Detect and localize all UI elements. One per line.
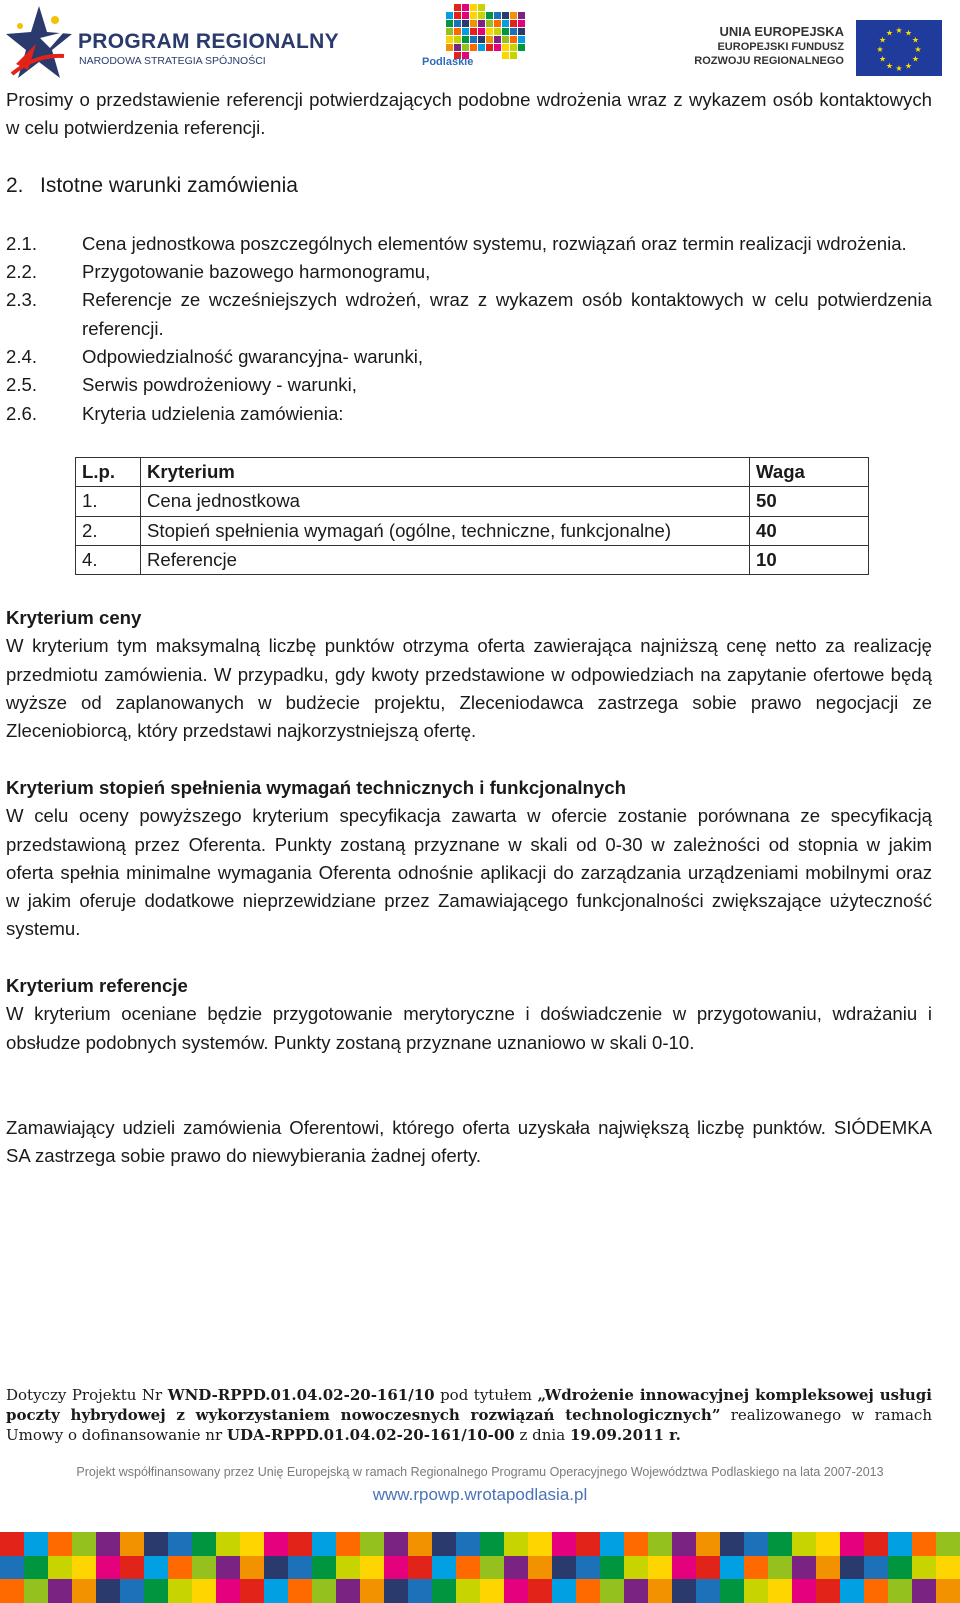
mosaic-tile xyxy=(912,1532,936,1556)
cell-criterion: Referencje xyxy=(141,545,750,574)
table-row xyxy=(76,516,869,545)
mosaic-tile xyxy=(360,1579,384,1603)
mosaic-tile xyxy=(144,1579,168,1603)
podlaskie-label: Podlaskie xyxy=(422,56,474,68)
eu-star-icon: ★ xyxy=(914,45,922,54)
eu-star-icon: ★ xyxy=(895,26,903,35)
mosaic-tile xyxy=(528,1579,552,1603)
mosaic-tile xyxy=(864,1579,888,1603)
mosaic-tile xyxy=(72,1579,96,1603)
mosaic-tile xyxy=(312,1579,336,1603)
mosaic-tile xyxy=(462,28,469,35)
list-item-number: 2.3. xyxy=(6,289,38,311)
mosaic-tile xyxy=(888,1556,912,1580)
mosaic-tile xyxy=(518,36,525,43)
mosaic-tile xyxy=(672,1532,696,1556)
table-row xyxy=(76,487,869,516)
mosaic-tile xyxy=(336,1579,360,1603)
mosaic-tile xyxy=(696,1532,720,1556)
eu-star-icon: ★ xyxy=(904,61,913,71)
mosaic-tile xyxy=(478,44,485,51)
list-item-text: Referencje ze wcześniejszych wdrożeń, wraz z wykazem osób kontaktowych w celu potwierdzenia referencji. xyxy=(82,289,932,339)
mosaic-tile xyxy=(502,12,509,19)
mosaic-tile xyxy=(552,1579,576,1603)
list-item-number: 2.4. xyxy=(6,346,38,368)
mosaic-tile xyxy=(168,1532,192,1556)
eu-line-2: EUROPEJSKI FUNDUSZ xyxy=(717,41,844,53)
mosaic-tile xyxy=(486,12,493,19)
mosaic-tile xyxy=(792,1556,816,1580)
eu-star-icon: ★ xyxy=(878,35,887,45)
mosaic-tile xyxy=(384,1532,408,1556)
mosaic-tile xyxy=(768,1556,792,1580)
mosaic-tile xyxy=(446,36,453,43)
mosaic-tile xyxy=(432,1556,456,1580)
eu-star-icon: ★ xyxy=(911,35,920,45)
list-item xyxy=(6,258,932,286)
mosaic-tile xyxy=(504,1556,528,1580)
bison-mosaic-icon xyxy=(438,4,538,60)
footer-text-2: pod tytułem xyxy=(434,1386,538,1404)
list-item-number: 2.2. xyxy=(6,261,38,283)
section-heading xyxy=(6,172,932,200)
mosaic-tile xyxy=(792,1532,816,1556)
mosaic-tile xyxy=(462,36,469,43)
criterion-ref-title: Kryterium referencje xyxy=(6,975,188,997)
program-regionalny-logo xyxy=(6,4,339,82)
mosaic-tile xyxy=(744,1556,768,1580)
mosaic-tile xyxy=(432,1532,456,1556)
mosaic-tile xyxy=(888,1579,912,1603)
mosaic-tile xyxy=(264,1532,288,1556)
mosaic-tile xyxy=(72,1556,96,1580)
mosaic-tile xyxy=(624,1579,648,1603)
mosaic-tile xyxy=(408,1579,432,1603)
mosaic-tile xyxy=(494,44,501,51)
mosaic-tile xyxy=(672,1556,696,1580)
mosaic-tile xyxy=(384,1556,408,1580)
mosaic-tile xyxy=(216,1556,240,1580)
mosaic-tile xyxy=(0,1579,24,1603)
mosaic-tile xyxy=(470,20,477,27)
criterion-ref-text: W kryterium oceniane będzie przygotowanie merytoryczne i doświadczenie w przygotowaniu, wdrażaniu i obsłudze podobnych systemów. Punkty zostaną przyznane uznaniowo w skali 0-10. xyxy=(6,1003,932,1053)
list-item-number: 2.5. xyxy=(6,374,38,396)
mosaic-tile xyxy=(456,1556,480,1580)
cell-weight: 10 xyxy=(750,545,869,574)
mosaic-tile xyxy=(648,1532,672,1556)
eu-star-icon: ★ xyxy=(885,28,894,38)
mosaic-tile xyxy=(494,28,501,35)
mosaic-tile xyxy=(672,1579,696,1603)
mosaic-tile xyxy=(144,1532,168,1556)
mosaic-tile xyxy=(502,44,509,51)
website-link[interactable]: www.rpowp.wrotapodlasia.pl xyxy=(372,1485,588,1504)
mosaic-tile xyxy=(408,1532,432,1556)
mosaic-tile xyxy=(120,1556,144,1580)
header-weight: Waga xyxy=(750,457,869,486)
mosaic-tile xyxy=(120,1579,144,1603)
cofinancing-note: Projekt współfinansowany przez Unię Europejską w ramach Regionalnego Programu Operacyjnego Województwa Podlaskiego na lata 2007-2013 xyxy=(76,1465,884,1479)
mosaic-tile xyxy=(192,1532,216,1556)
mosaic-tile xyxy=(462,44,469,51)
mosaic-tile xyxy=(288,1532,312,1556)
mosaic-tile xyxy=(192,1579,216,1603)
criterion-price-title: Kryterium ceny xyxy=(6,607,142,629)
mosaic-tile xyxy=(816,1556,840,1580)
program-logo-title: PROGRAM REGIONALNY xyxy=(78,30,339,53)
mosaic-tile xyxy=(576,1532,600,1556)
mosaic-tile xyxy=(462,4,469,11)
mosaic-tile xyxy=(936,1532,960,1556)
mosaic-tile xyxy=(936,1579,960,1603)
mosaic-tile xyxy=(510,44,517,51)
mosaic-tile xyxy=(648,1556,672,1580)
mosaic-tile xyxy=(312,1532,336,1556)
cell-criterion: Stopień spełnienia wymagań (ogólne, techniczne, funkcjonalne) xyxy=(141,516,750,545)
criterion-ref-block xyxy=(6,972,932,1057)
eu-line-1: UNIA EUROPEJSKA xyxy=(719,24,844,39)
mosaic-tile xyxy=(936,1556,960,1580)
mosaic-tile xyxy=(494,36,501,43)
star-logo-icon xyxy=(6,4,72,82)
spacer xyxy=(6,1085,932,1113)
mosaic-tile xyxy=(504,1532,528,1556)
mosaic-tile xyxy=(552,1556,576,1580)
footer-text-3: realizowanego w ramach Umowy o dofinansowanie nr xyxy=(6,1406,932,1444)
mosaic-tile xyxy=(624,1556,648,1580)
mosaic-tile xyxy=(24,1579,48,1603)
mosaic-tile xyxy=(486,36,493,43)
list-item xyxy=(6,371,932,399)
mosaic-tile xyxy=(454,4,461,11)
conditions-list xyxy=(6,230,932,428)
mosaic-tile xyxy=(446,12,453,19)
decorative-mosaic-bar xyxy=(0,1532,960,1603)
mosaic-tile xyxy=(510,12,517,19)
mosaic-tile xyxy=(494,20,501,27)
mosaic-tile xyxy=(470,12,477,19)
mosaic-tile xyxy=(510,28,517,35)
eu-star-icon: ★ xyxy=(885,61,894,71)
mosaic-tile xyxy=(240,1532,264,1556)
list-item-text: Cena jednostkowa poszczególnych elementów systemu, rozwiązań oraz termin realizacji wdrożenia. xyxy=(82,232,907,254)
mosaic-tile xyxy=(768,1579,792,1603)
mosaic-tile xyxy=(494,12,501,19)
eu-star-icon: ★ xyxy=(895,64,903,73)
mosaic-tile xyxy=(768,1532,792,1556)
document-body xyxy=(6,86,932,1170)
mosaic-tile xyxy=(312,1556,336,1580)
mosaic-tile xyxy=(96,1532,120,1556)
mosaic-tile xyxy=(462,20,469,27)
mosaic-tile xyxy=(518,28,525,35)
list-item-text: Serwis powdrożeniowy - warunki, xyxy=(82,374,357,396)
mosaic-tile xyxy=(528,1532,552,1556)
mosaic-tile xyxy=(288,1556,312,1580)
mosaic-tile xyxy=(360,1532,384,1556)
mosaic-tile xyxy=(168,1556,192,1580)
mosaic-tile xyxy=(840,1556,864,1580)
mosaic-tile xyxy=(720,1532,744,1556)
page-header xyxy=(0,0,960,88)
mosaic-tile xyxy=(576,1579,600,1603)
list-item-text: Kryteria udzielenia zamówienia: xyxy=(82,402,344,424)
list-item-number: 2.1. xyxy=(6,232,38,254)
mosaic-tile xyxy=(502,36,509,43)
cell-lp: 4. xyxy=(76,545,141,574)
mosaic-tile xyxy=(384,1579,408,1603)
header-lp: L.p. xyxy=(76,457,141,486)
mosaic-tile xyxy=(510,20,517,27)
mosaic-tile xyxy=(744,1579,768,1603)
mosaic-tile xyxy=(518,12,525,19)
mosaic-tile xyxy=(456,1532,480,1556)
mosaic-tile xyxy=(486,20,493,27)
mosaic-tile xyxy=(912,1579,936,1603)
mosaic-tile xyxy=(470,28,477,35)
mosaic-tile xyxy=(240,1579,264,1603)
mosaic-tile xyxy=(216,1532,240,1556)
section-title: Istotne warunki zamówienia xyxy=(40,173,298,197)
mosaic-tile xyxy=(446,28,453,35)
mosaic-tile xyxy=(478,28,485,35)
mosaic-tile xyxy=(240,1556,264,1580)
mosaic-tile xyxy=(120,1532,144,1556)
program-logo-subtitle: NARODOWA STRATEGIA SPÓJNOŚCI xyxy=(79,55,266,67)
mosaic-tile xyxy=(864,1556,888,1580)
mosaic-tile xyxy=(478,12,485,19)
closing-paragraph: Zamawiający udzieli zamówienia Oferentowi, którego oferta uzyskała największą liczbę punktów. SIÓDEMKA SA zastrzega sobie prawo do niewybierania żadnej oferty. xyxy=(6,1116,932,1166)
mosaic-tile xyxy=(816,1579,840,1603)
mosaic-tile xyxy=(454,20,461,27)
mosaic-tile xyxy=(408,1556,432,1580)
mosaic-tile xyxy=(216,1579,240,1603)
mosaic-tile xyxy=(480,1532,504,1556)
table-row xyxy=(76,545,869,574)
podlaskie-logo xyxy=(420,4,540,74)
mosaic-tile xyxy=(744,1532,768,1556)
mosaic-tile xyxy=(72,1532,96,1556)
mosaic-tile xyxy=(816,1532,840,1556)
mosaic-tile xyxy=(502,20,509,27)
list-item xyxy=(6,286,932,343)
mosaic-tile xyxy=(96,1556,120,1580)
mosaic-tile xyxy=(696,1579,720,1603)
cell-lp: 2. xyxy=(76,516,141,545)
mosaic-tile xyxy=(720,1579,744,1603)
mosaic-tile xyxy=(462,12,469,19)
mosaic-tile xyxy=(454,12,461,19)
mosaic-tile xyxy=(24,1556,48,1580)
footer-text-1: Dotyczy Projektu Nr xyxy=(6,1386,168,1404)
criterion-tech-block xyxy=(6,774,932,944)
mosaic-tile xyxy=(264,1579,288,1603)
mosaic-tile xyxy=(0,1556,24,1580)
list-item xyxy=(6,230,932,258)
list-item-number: 2.6. xyxy=(6,402,38,424)
project-number: WND-RPPD.01.04.02-20-161/10 xyxy=(167,1386,435,1404)
mosaic-tile xyxy=(336,1556,360,1580)
mosaic-tile xyxy=(456,1579,480,1603)
mosaic-tile xyxy=(48,1532,72,1556)
header-criterion: Kryterium xyxy=(141,457,750,486)
mosaic-tile xyxy=(502,52,509,59)
mosaic-tile xyxy=(470,4,477,11)
mosaic-tile xyxy=(168,1579,192,1603)
mosaic-tile xyxy=(144,1556,168,1580)
mosaic-tile xyxy=(288,1579,312,1603)
mosaic-tile xyxy=(518,20,525,27)
mosaic-tile xyxy=(478,4,485,11)
eu-star-icon: ★ xyxy=(911,54,920,64)
mosaic-tile xyxy=(600,1556,624,1580)
mosaic-tile xyxy=(470,44,477,51)
criterion-tech-title: Kryterium stopień spełnienia wymagań technicznych i funkcjonalnych xyxy=(6,776,626,798)
mosaic-tile xyxy=(360,1556,384,1580)
mosaic-tile xyxy=(576,1556,600,1580)
criterion-tech-text: W celu oceny powyższego kryterium specyfikacja zawarta w ofercie zostanie porównana ze specyfikacją przedstawioną przez Oferenta. Punkty zostaną przyznane w skali od 0-30 w zależności od stopnia w jakim oferta spełnia minimalne wymagania Oferenta odnośnie aplikacji do zarządzania urządzeniami mobilnymi oraz w jakim oferuje dodatkowe nieprzewidziane przez Zamawiającego funkcjonalności zwiększające użyteczność systemu. xyxy=(6,805,932,940)
cell-weight: 40 xyxy=(750,516,869,545)
criteria-table xyxy=(75,457,869,575)
mosaic-tile xyxy=(504,1579,528,1603)
mosaic-tile xyxy=(864,1532,888,1556)
list-item xyxy=(6,343,932,371)
mosaic-tile xyxy=(792,1579,816,1603)
mosaic-tile xyxy=(478,36,485,43)
mosaic-tile xyxy=(454,28,461,35)
mosaic-tile xyxy=(454,36,461,43)
mosaic-tile xyxy=(446,44,453,51)
mosaic-tile xyxy=(696,1556,720,1580)
footer-text-4: z dnia xyxy=(514,1426,570,1444)
mosaic-tile xyxy=(510,52,517,59)
eu-line-3: ROZWOJU REGIONALNEGO xyxy=(694,55,844,67)
mosaic-tile xyxy=(24,1532,48,1556)
list-item xyxy=(6,400,932,428)
mosaic-tile xyxy=(454,44,461,51)
criterion-price-text: W kryterium tym maksymalną liczbę punktów otrzyma oferta zawierająca najniższą cenę netto za realizację przedmiotu zamówienia. W przypadku, gdy kwoty przedstawione w odpowiedziach na zapytanie ofertowe będą wyższe od zaplanowanych w budżecie projektu, Zleceniodawca zastrzega sobie prawo negocjacji ze Zleceniobiorcą, który przedstawi najkorzystniejszą ofertę. xyxy=(6,635,932,742)
mosaic-tile xyxy=(486,44,493,51)
mosaic-tile xyxy=(840,1532,864,1556)
table-header-row xyxy=(76,457,869,486)
mosaic-tile xyxy=(264,1556,288,1580)
mosaic-tile xyxy=(510,36,517,43)
mosaic-tile xyxy=(600,1579,624,1603)
agreement-date: 19.09.2011 r. xyxy=(569,1426,681,1444)
mosaic-tile xyxy=(720,1556,744,1580)
list-item-text: Przygotowanie bazowego harmonogramu, xyxy=(82,261,431,283)
mosaic-tile xyxy=(192,1556,216,1580)
mosaic-tile xyxy=(600,1532,624,1556)
mosaic-tile xyxy=(528,1556,552,1580)
mosaic-tile xyxy=(552,1532,576,1556)
mosaic-tile xyxy=(624,1532,648,1556)
agreement-number: UDA-RPPD.01.04.02-20-161/10-00 xyxy=(226,1426,515,1444)
mosaic-tile xyxy=(486,28,493,35)
eu-flag-icon xyxy=(856,20,942,76)
project-title: „Wdrożenie innowacyjnej kompleksowej usługi poczty hybrydowej z wykorzystaniem nowoczesnych rozwiązań technologicznych” xyxy=(6,1386,932,1424)
mosaic-tile xyxy=(518,44,525,51)
mosaic-tile xyxy=(96,1579,120,1603)
mosaic-tile xyxy=(480,1556,504,1580)
list-item-text: Odpowiedzialność gwarancyjna- warunki, xyxy=(82,346,424,368)
project-footer-note xyxy=(6,1385,932,1445)
cell-criterion: Cena jednostkowa xyxy=(141,487,750,516)
cell-weight: 50 xyxy=(750,487,869,516)
mosaic-tile xyxy=(478,20,485,27)
mosaic-tile xyxy=(502,28,509,35)
mosaic-tile xyxy=(480,1579,504,1603)
mosaic-tile xyxy=(48,1579,72,1603)
mosaic-tile xyxy=(888,1532,912,1556)
eu-star-icon: ★ xyxy=(876,45,884,54)
mosaic-tile xyxy=(446,20,453,27)
eu-logo xyxy=(694,20,954,76)
intro-paragraph: Prosimy o przedstawienie referencji potwierdzających podobne wdrożenia wraz z wykazem osób kontaktowych w celu potwierdzenia referencji. xyxy=(6,89,932,139)
mosaic-tile xyxy=(0,1532,24,1556)
eu-star-icon: ★ xyxy=(878,54,887,64)
mosaic-tile xyxy=(48,1556,72,1580)
mosaic-tile xyxy=(336,1532,360,1556)
mosaic-tile xyxy=(912,1556,936,1580)
cell-lp: 1. xyxy=(76,487,141,516)
section-number: 2. xyxy=(6,173,24,197)
mosaic-tile xyxy=(432,1579,456,1603)
mosaic-tile xyxy=(470,36,477,43)
mosaic-tile xyxy=(840,1579,864,1603)
mosaic-tile xyxy=(648,1579,672,1603)
eu-star-icon: ★ xyxy=(904,28,913,38)
criterion-price-block xyxy=(6,604,932,745)
